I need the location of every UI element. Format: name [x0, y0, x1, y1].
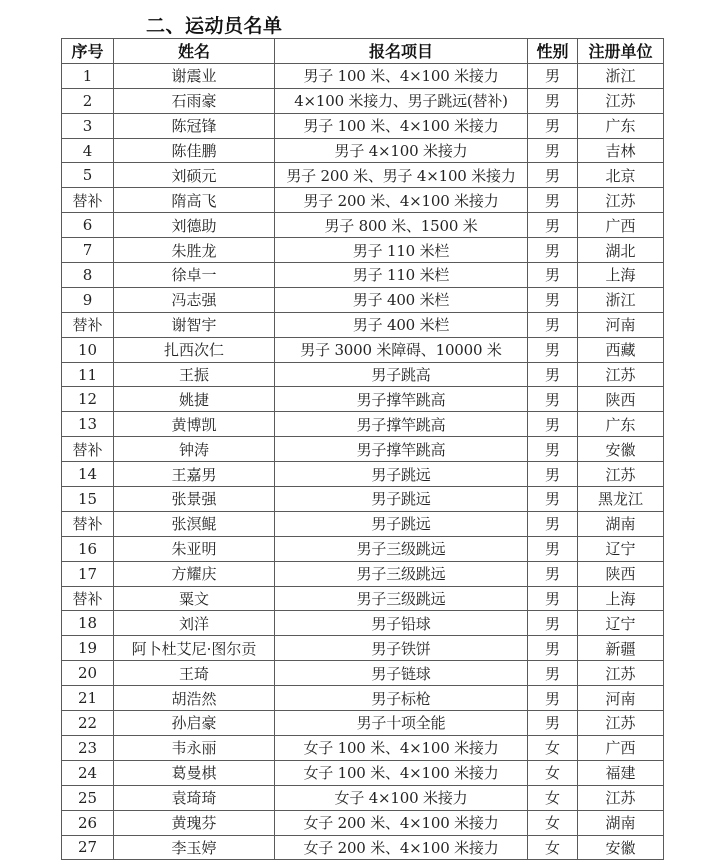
athlete-name: 李玉婷: [114, 835, 275, 860]
event-list: 男子 110 米栏: [275, 238, 528, 263]
table-row: [62, 636, 664, 661]
athlete-name: 胡浩然: [114, 686, 275, 711]
table-row: [62, 63, 664, 88]
event-list: 男子三级跳远: [275, 586, 528, 611]
table-row: [62, 487, 664, 512]
row-number: 18: [62, 611, 114, 636]
athlete-name: 隋高飞: [114, 188, 275, 213]
athlete-name: 王振: [114, 362, 275, 387]
event-list: 女子 200 米、4×100 米接力: [275, 810, 528, 835]
gender: 男: [528, 113, 578, 138]
gender: 男: [528, 238, 578, 263]
row-number: 22: [62, 711, 114, 736]
table-row: [62, 287, 664, 312]
registered-unit: 新疆: [578, 636, 664, 661]
table-row: [62, 462, 664, 487]
table-row: [62, 263, 664, 288]
row-number: 替补: [62, 188, 114, 213]
registered-unit: 江苏: [578, 362, 664, 387]
athlete-name: 谢智宇: [114, 312, 275, 337]
registered-unit: 北京: [578, 163, 664, 188]
event-list: 男子 110 米栏: [275, 263, 528, 288]
athlete-name: 陈冠锋: [114, 113, 275, 138]
athlete-name: 冯志强: [114, 287, 275, 312]
table-row: [62, 437, 664, 462]
event-list: 女子 100 米、4×100 米接力: [275, 735, 528, 760]
event-list: 4×100 米接力、男子跳远(替补): [275, 88, 528, 113]
event-list: 男子撑竿跳高: [275, 412, 528, 437]
table-row: [62, 163, 664, 188]
row-number: 7: [62, 238, 114, 263]
table-row: [62, 138, 664, 163]
athlete-name: 葛曼棋: [114, 760, 275, 785]
gender: 男: [528, 661, 578, 686]
row-number: 23: [62, 735, 114, 760]
gender: 男: [528, 437, 578, 462]
registered-unit: 河南: [578, 686, 664, 711]
registered-unit: 广西: [578, 213, 664, 238]
registered-unit: 江苏: [578, 711, 664, 736]
section-title: 二、运动员名单: [146, 15, 283, 37]
event-list: 男子三级跳远: [275, 536, 528, 561]
athlete-name: 石雨豪: [114, 88, 275, 113]
event-list: 女子 100 米、4×100 米接力: [275, 760, 528, 785]
row-number: 替补: [62, 312, 114, 337]
gender: 女: [528, 735, 578, 760]
registered-unit: 辽宁: [578, 611, 664, 636]
row-number: 20: [62, 661, 114, 686]
table-row: [62, 113, 664, 138]
event-list: 男子铅球: [275, 611, 528, 636]
registered-unit: 辽宁: [578, 536, 664, 561]
event-list: 男子 4×100 米接力: [275, 138, 528, 163]
gender: 男: [528, 188, 578, 213]
event-list: 男子链球: [275, 661, 528, 686]
table-row: [62, 810, 664, 835]
row-number: 12: [62, 387, 114, 412]
table-row: [62, 711, 664, 736]
registered-unit: 黑龙江: [578, 487, 664, 512]
gender: 男: [528, 462, 578, 487]
gender: 女: [528, 760, 578, 785]
registered-unit: 福建: [578, 760, 664, 785]
gender: 男: [528, 287, 578, 312]
row-number: 2: [62, 88, 114, 113]
gender: 男: [528, 487, 578, 512]
registered-unit: 陕西: [578, 387, 664, 412]
registered-unit: 陕西: [578, 561, 664, 586]
event-list: 男子标枪: [275, 686, 528, 711]
registered-unit: 江苏: [578, 661, 664, 686]
athlete-name: 姚捷: [114, 387, 275, 412]
gender: 男: [528, 536, 578, 561]
registered-unit: 广西: [578, 735, 664, 760]
row-number: 4: [62, 138, 114, 163]
gender: 男: [528, 711, 578, 736]
table-row: [62, 511, 664, 536]
gender: 女: [528, 785, 578, 810]
header-unit: 注册单位: [578, 39, 664, 64]
event-list: 男子跳远: [275, 487, 528, 512]
row-number: 替补: [62, 586, 114, 611]
athlete-name: 陈佳鹏: [114, 138, 275, 163]
registered-unit: 江苏: [578, 785, 664, 810]
athlete-name: 谢震业: [114, 63, 275, 88]
event-list: 男子铁饼: [275, 636, 528, 661]
event-list: 女子 4×100 米接力: [275, 785, 528, 810]
row-number: 19: [62, 636, 114, 661]
gender: 男: [528, 362, 578, 387]
athlete-name: 王嘉男: [114, 462, 275, 487]
table-row: [62, 586, 664, 611]
registered-unit: 广东: [578, 412, 664, 437]
registered-unit: 广东: [578, 113, 664, 138]
row-number: 17: [62, 561, 114, 586]
gender: 女: [528, 810, 578, 835]
table-row: [62, 611, 664, 636]
header-number: 序号: [62, 39, 114, 64]
gender: 男: [528, 561, 578, 586]
registered-unit: 湖南: [578, 511, 664, 536]
header-name: 姓名: [114, 39, 275, 64]
registered-unit: 安徽: [578, 835, 664, 860]
table-row: [62, 238, 664, 263]
gender: 男: [528, 63, 578, 88]
registered-unit: 西藏: [578, 337, 664, 362]
athlete-name: 黄博凯: [114, 412, 275, 437]
table-row: [62, 362, 664, 387]
row-number: 9: [62, 287, 114, 312]
gender: 男: [528, 138, 578, 163]
gender: 男: [528, 686, 578, 711]
registered-unit: 湖北: [578, 238, 664, 263]
table-row: [62, 661, 664, 686]
table-row: [62, 835, 664, 860]
row-number: 11: [62, 362, 114, 387]
registered-unit: 江苏: [578, 88, 664, 113]
athlete-name: 黄瑰芬: [114, 810, 275, 835]
table-header-row: [62, 39, 664, 64]
row-number: 14: [62, 462, 114, 487]
event-list: 女子 200 米、4×100 米接力: [275, 835, 528, 860]
table-row: [62, 213, 664, 238]
row-number: 10: [62, 337, 114, 362]
row-number: 16: [62, 536, 114, 561]
event-list: 男子十项全能: [275, 711, 528, 736]
row-number: 13: [62, 412, 114, 437]
athlete-name: 王琦: [114, 661, 275, 686]
registered-unit: 安徽: [578, 437, 664, 462]
event-list: 男子 400 米栏: [275, 312, 528, 337]
athlete-name: 徐卓一: [114, 263, 275, 288]
athlete-name: 张溟鲲: [114, 511, 275, 536]
row-number: 21: [62, 686, 114, 711]
table-row: [62, 785, 664, 810]
table-body: [62, 63, 664, 860]
event-list: 男子三级跳远: [275, 561, 528, 586]
table-row: [62, 188, 664, 213]
event-list: 男子 200 米、4×100 米接力: [275, 188, 528, 213]
athlete-name: 张景强: [114, 487, 275, 512]
table-row: [62, 760, 664, 785]
event-list: 男子 400 米栏: [275, 287, 528, 312]
event-list: 男子 200 米、男子 4×100 米接力: [275, 163, 528, 188]
athlete-name: 袁琦琦: [114, 785, 275, 810]
gender: 男: [528, 387, 578, 412]
athlete-name: 钟涛: [114, 437, 275, 462]
athlete-name: 刘德助: [114, 213, 275, 238]
row-number: 8: [62, 263, 114, 288]
table-row: [62, 536, 664, 561]
athlete-name: 孙启豪: [114, 711, 275, 736]
athlete-name: 刘洋: [114, 611, 275, 636]
table-row: [62, 686, 664, 711]
table-row: [62, 337, 664, 362]
header-event: 报名项目: [275, 39, 528, 64]
gender: 女: [528, 835, 578, 860]
row-number: 6: [62, 213, 114, 238]
row-number: 24: [62, 760, 114, 785]
event-list: 男子跳远: [275, 462, 528, 487]
table-row: [62, 561, 664, 586]
header-gender: 性别: [528, 39, 578, 64]
athlete-name: 阿卜杜艾尼·图尔贡: [114, 636, 275, 661]
event-list: 男子 100 米、4×100 米接力: [275, 113, 528, 138]
table-row: [62, 412, 664, 437]
athlete-name: 朱亚明: [114, 536, 275, 561]
table-row: [62, 735, 664, 760]
gender: 男: [528, 611, 578, 636]
gender: 男: [528, 586, 578, 611]
gender: 男: [528, 511, 578, 536]
gender: 男: [528, 337, 578, 362]
registered-unit: 浙江: [578, 287, 664, 312]
athlete-name: 朱胜龙: [114, 238, 275, 263]
row-number: 替补: [62, 437, 114, 462]
registered-unit: 江苏: [578, 462, 664, 487]
athlete-name: 粟文: [114, 586, 275, 611]
row-number: 26: [62, 810, 114, 835]
row-number: 1: [62, 63, 114, 88]
row-number: 5: [62, 163, 114, 188]
event-list: 男子跳高: [275, 362, 528, 387]
row-number: 3: [62, 113, 114, 138]
row-number: 15: [62, 487, 114, 512]
registered-unit: 浙江: [578, 63, 664, 88]
row-number: 替补: [62, 511, 114, 536]
gender: 男: [528, 163, 578, 188]
gender: 男: [528, 412, 578, 437]
registered-unit: 江苏: [578, 188, 664, 213]
registered-unit: 湖南: [578, 810, 664, 835]
event-list: 男子跳远: [275, 511, 528, 536]
registered-unit: 河南: [578, 312, 664, 337]
athlete-name: 刘硕元: [114, 163, 275, 188]
athlete-name: 扎西次仁: [114, 337, 275, 362]
gender: 男: [528, 312, 578, 337]
table-row: [62, 387, 664, 412]
athlete-name: 方耀庆: [114, 561, 275, 586]
gender: 男: [528, 263, 578, 288]
table-row: [62, 88, 664, 113]
table-row: [62, 312, 664, 337]
athlete-roster-table: [61, 38, 664, 860]
gender: 男: [528, 213, 578, 238]
row-number: 25: [62, 785, 114, 810]
registered-unit: 上海: [578, 586, 664, 611]
event-list: 男子 3000 米障碍、10000 米: [275, 337, 528, 362]
event-list: 男子撑竿跳高: [275, 387, 528, 412]
registered-unit: 吉林: [578, 138, 664, 163]
event-list: 男子撑竿跳高: [275, 437, 528, 462]
event-list: 男子 100 米、4×100 米接力: [275, 63, 528, 88]
registered-unit: 上海: [578, 263, 664, 288]
gender: 男: [528, 88, 578, 113]
gender: 男: [528, 636, 578, 661]
event-list: 男子 800 米、1500 米: [275, 213, 528, 238]
athlete-name: 韦永丽: [114, 735, 275, 760]
row-number: 27: [62, 835, 114, 860]
